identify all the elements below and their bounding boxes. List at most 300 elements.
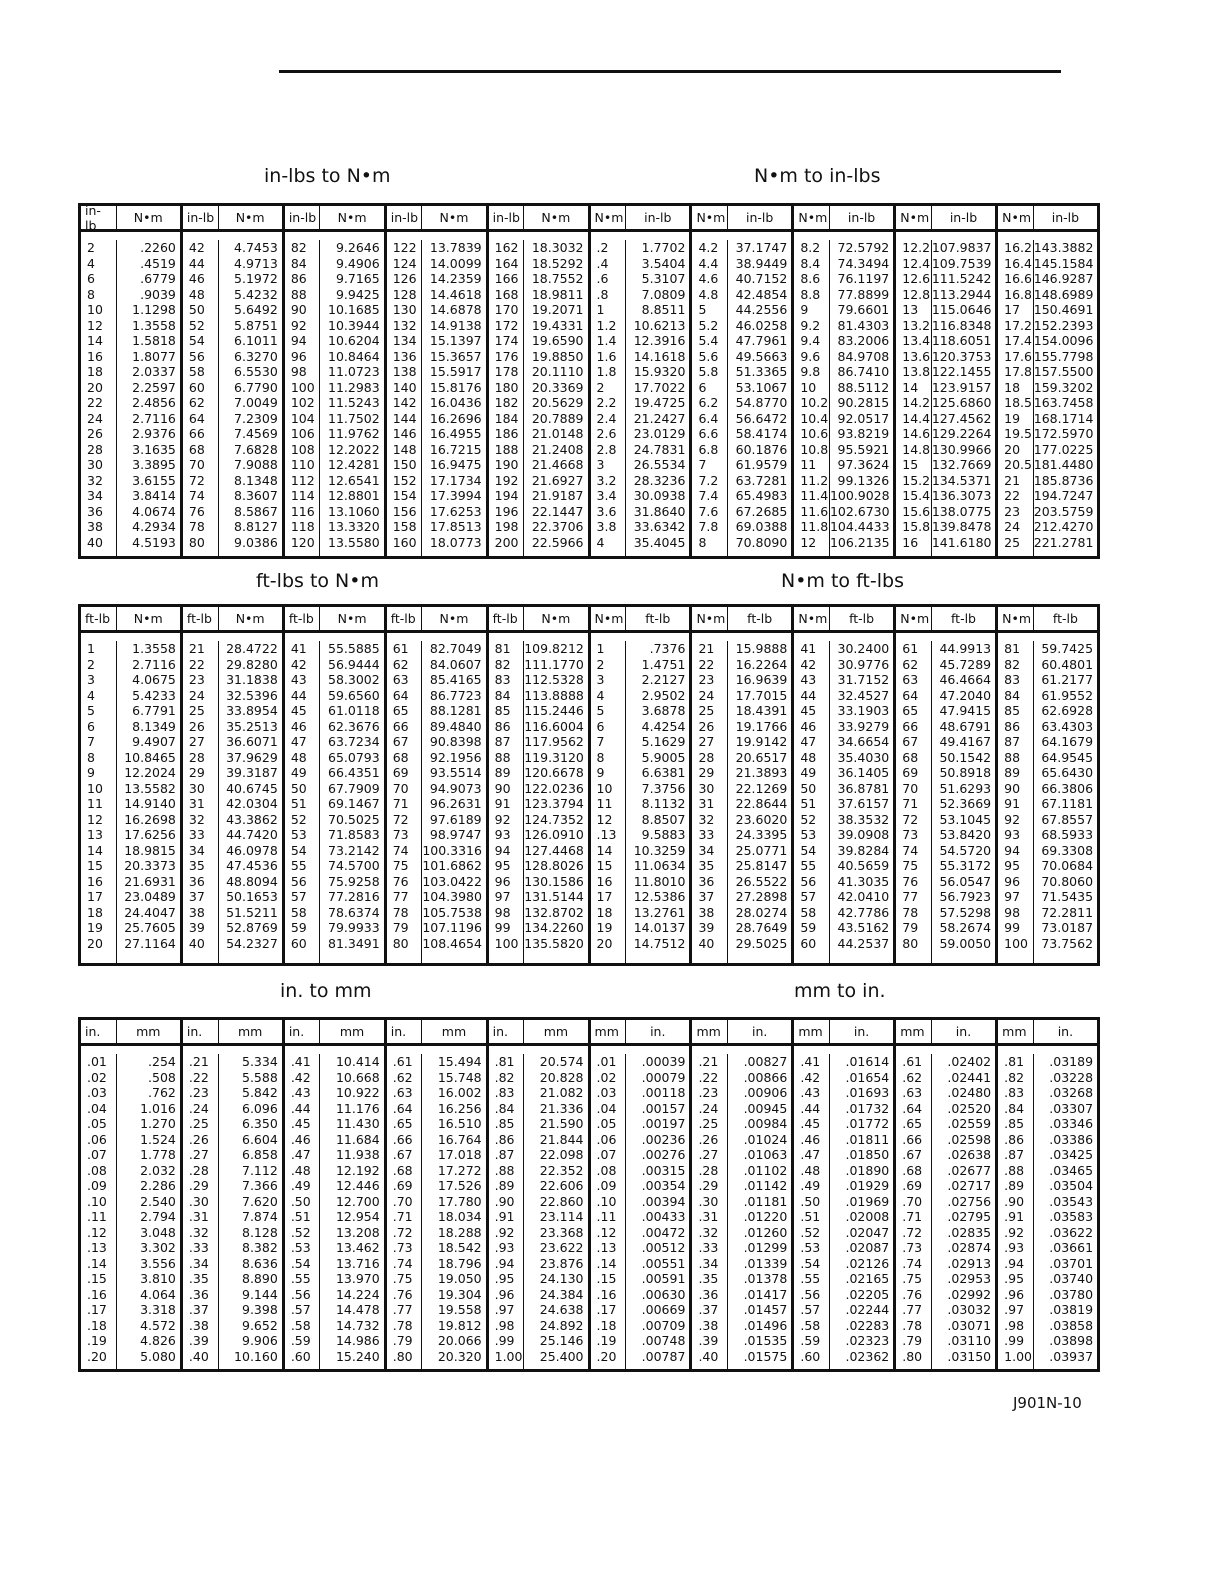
- input-value-cell: 95: [1004, 858, 1021, 873]
- converted-value-cell: 61.9579: [735, 457, 788, 472]
- converted-value-column: [830, 1054, 893, 1369]
- converted-value-cell: .02913: [947, 1255, 992, 1271]
- input-value-cell: 2.6: [596, 426, 617, 441]
- converted-value-cell: 9.144: [242, 1286, 278, 1302]
- converted-value-cell: 54.5720: [939, 842, 992, 858]
- converted-value-cell: 47.2040: [939, 687, 992, 703]
- input-value-cell: 16: [596, 873, 613, 889]
- conversion-section: [78, 980, 1100, 1372]
- converted-value-cell: 12.4281: [328, 457, 380, 472]
- input-value-cell: .19: [596, 1333, 617, 1348]
- input-value-cell: 8: [87, 749, 95, 765]
- converted-value-cell: 9.4906: [335, 255, 380, 271]
- converted-value-cell: .03622: [1049, 1224, 1094, 1240]
- converted-value-cell: 139.8478: [931, 519, 992, 534]
- input-value-cell: 5.2: [698, 317, 719, 333]
- table-header: [998, 206, 1097, 232]
- input-value-cell: 160: [392, 534, 417, 550]
- input-value-cell: .59: [290, 1333, 311, 1348]
- input-value-cell: 5: [87, 703, 95, 718]
- converted-value-cell: 14.7512: [633, 935, 686, 951]
- converted-value-cell: .02835: [947, 1224, 992, 1240]
- converted-value-cell: 2.286: [140, 1178, 176, 1193]
- converted-value-cell: 15.9888: [735, 641, 788, 656]
- converted-value-cell: 90.8398: [429, 734, 482, 749]
- converted-value-cell: .7376: [649, 641, 686, 656]
- converted-value-cell: 22.098: [539, 1147, 584, 1162]
- converted-value-cell: 10.160: [234, 1348, 278, 1364]
- converted-value-cell: 7.366: [242, 1178, 278, 1193]
- input-value-cell: 7.8: [698, 519, 719, 534]
- converted-value-cell: .02874: [947, 1240, 992, 1255]
- input-value-cell: 3: [87, 672, 95, 687]
- table-header: [81, 607, 180, 633]
- input-value-cell: .53: [290, 1240, 311, 1255]
- header-unit-to: in.: [1057, 1024, 1074, 1039]
- converted-value-cell: 3.8414: [132, 488, 176, 503]
- converted-value-cell: .00984: [743, 1116, 788, 1131]
- converted-value-cell: 159.3202: [1033, 379, 1094, 395]
- converted-value-cell: 17.7022: [633, 379, 686, 395]
- input-value-cell: 98: [494, 904, 511, 920]
- input-value-cell: .31: [188, 1209, 209, 1224]
- converted-value-cell: .02677: [947, 1162, 992, 1178]
- converted-value-cell: 92.1956: [429, 749, 482, 765]
- input-value-cell: 17.8: [1004, 364, 1032, 379]
- converted-value-cell: .00236: [641, 1131, 686, 1147]
- converted-value-cell: 60.4801: [1041, 656, 1094, 672]
- input-value-cell: 86: [494, 718, 511, 734]
- converted-value-cell: 44.9913: [939, 641, 992, 656]
- converted-value-cell: 13.1060: [328, 503, 380, 519]
- input-value-cell: .07: [87, 1147, 107, 1162]
- input-value-cell: 52: [290, 811, 307, 827]
- table-body: [896, 633, 995, 963]
- converted-value-cell: 64.9545: [1041, 749, 1094, 765]
- converted-value-cell: 51.6293: [939, 780, 992, 796]
- input-value-cell: .64: [392, 1100, 413, 1116]
- input-value-cell: .11: [87, 1209, 107, 1224]
- input-value-cell: 22: [698, 656, 715, 672]
- input-value-cell: 120: [290, 534, 315, 550]
- converted-value-cell: 3.302: [140, 1240, 176, 1255]
- converted-value-cell: 7.3756: [641, 780, 686, 796]
- input-value-cell: 58: [800, 904, 817, 920]
- input-value-cell: 17: [1004, 302, 1021, 317]
- converted-value-cell: 13.7839: [429, 240, 482, 255]
- converted-value-cell: 46.0258: [735, 317, 788, 333]
- converted-value-cell: 11.5243: [328, 395, 380, 410]
- input-value-cell: .63: [392, 1085, 413, 1100]
- input-value-cell: .52: [800, 1224, 821, 1240]
- converted-value-cell: 28.0274: [735, 904, 788, 920]
- converted-value-cell: 86.7723: [429, 687, 482, 703]
- converted-value-cell: 65.4983: [735, 488, 788, 503]
- converted-value-cell: 72.5792: [837, 240, 890, 255]
- input-value-cell: 110: [290, 457, 315, 472]
- input-value-cell: .68: [392, 1162, 413, 1178]
- header-unit-to: N•m: [235, 210, 265, 225]
- input-value-cell: 88: [1004, 749, 1021, 765]
- header-unit-from: N•m: [998, 607, 1034, 630]
- converted-value-cell: .00669: [641, 1302, 686, 1317]
- input-value-cell: 12.8: [902, 286, 931, 302]
- converted-value-cell: 22.606: [539, 1178, 584, 1193]
- converted-value-cell: 18.288: [437, 1224, 482, 1240]
- converted-value-cell: 3.5404: [641, 255, 686, 271]
- converted-value-cell: 16.002: [437, 1085, 482, 1100]
- converted-value-cell: 42.4854: [735, 286, 788, 302]
- converted-value-cell: .00276: [641, 1147, 686, 1162]
- input-value-cell: 36: [698, 873, 715, 889]
- input-value-cell: 41: [800, 641, 817, 656]
- converted-value-column: [932, 1054, 995, 1369]
- converted-value-cell: 70.5025: [328, 811, 380, 827]
- input-value-cell: .48: [800, 1162, 821, 1178]
- input-value-cell: 29: [698, 765, 715, 780]
- input-value-cell: .29: [698, 1178, 719, 1193]
- input-value-cell: .41: [290, 1054, 311, 1069]
- converted-value-cell: 85.4165: [429, 672, 482, 687]
- converted-value-cell: .01811: [845, 1131, 890, 1147]
- input-value-cell: 162: [494, 240, 519, 255]
- input-value-cell: 10.4: [800, 410, 829, 426]
- table-header: [794, 607, 893, 633]
- input-value-cell: 12.4: [902, 255, 931, 271]
- converted-value-cell: 78.6374: [328, 904, 380, 920]
- converted-value-cell: 36.1405: [837, 765, 890, 780]
- input-value-cell: .09: [596, 1178, 617, 1193]
- converted-value-cell: .01063: [743, 1147, 788, 1162]
- converted-value-cell: 2.2597: [132, 379, 176, 395]
- converted-value-cell: 90.2815: [837, 395, 890, 410]
- input-value-cell: .67: [392, 1147, 413, 1162]
- converted-value-cell: 14.986: [335, 1333, 380, 1348]
- converted-value-cell: .01850: [845, 1147, 890, 1162]
- converted-value-cell: 35.4045: [633, 534, 686, 550]
- input-value-cell: .45: [800, 1116, 821, 1131]
- input-value-cell: 73: [392, 827, 409, 842]
- converted-value-cell: 15.8176: [429, 379, 482, 395]
- table-header: [81, 202, 180, 233]
- input-value-cell: .81: [494, 1054, 515, 1069]
- converted-value-cell: 36.8781: [837, 780, 890, 796]
- converted-value-cell: 22.352: [539, 1162, 584, 1178]
- conversion-subtable: [387, 607, 489, 963]
- input-value-cell: 100: [1004, 935, 1029, 951]
- converted-value-cell: 93.8219: [837, 426, 890, 441]
- input-value-cell: 178: [494, 364, 519, 379]
- converted-value-cell: 2.4856: [132, 395, 176, 410]
- converted-value-column: [626, 240, 689, 556]
- converted-value-cell: .02283: [845, 1317, 890, 1333]
- converted-value-column: [219, 240, 282, 556]
- table-body: [81, 1046, 180, 1369]
- input-value-cell: .17: [596, 1302, 617, 1317]
- converted-value-cell: 14.478: [335, 1302, 380, 1317]
- input-value-cell: 3.4: [596, 488, 617, 503]
- input-value-cell: 15: [902, 457, 919, 472]
- input-value-cell: 8.8: [800, 286, 821, 302]
- input-value-cell: 74: [392, 842, 409, 858]
- input-value-cell: 19: [1004, 410, 1021, 426]
- converted-value-cell: 15.5917: [429, 364, 482, 379]
- input-value-cell: 63: [392, 672, 409, 687]
- input-value-cell: 56: [188, 348, 205, 364]
- input-value-cell: 86: [1004, 718, 1021, 734]
- input-value-cell: .27: [188, 1147, 209, 1162]
- input-value-column: [387, 641, 423, 963]
- input-value-cell: .01: [596, 1054, 617, 1069]
- header-unit-to: in.: [650, 1024, 666, 1039]
- input-value-cell: 12: [800, 534, 817, 550]
- input-value-cell: .42: [800, 1069, 821, 1085]
- input-value-cell: 70: [392, 780, 409, 796]
- converted-value-cell: 5.1972: [234, 271, 278, 286]
- table-header: [183, 206, 282, 232]
- converted-value-cell: 136.3073: [931, 488, 992, 503]
- converted-value-cell: 6.350: [242, 1116, 278, 1131]
- input-value-cell: .37: [698, 1302, 719, 1317]
- converted-value-cell: 77.2816: [328, 889, 380, 904]
- converted-value-cell: 10.922: [335, 1085, 380, 1100]
- input-value-cell: 34: [188, 842, 205, 858]
- converted-value-cell: 88.5112: [837, 379, 890, 395]
- input-value-cell: 43: [800, 672, 817, 687]
- input-value-cell: 17: [596, 889, 613, 904]
- conversion-subtable: [591, 206, 693, 556]
- input-value-cell: .96: [1004, 1286, 1025, 1302]
- table-header: [489, 206, 588, 232]
- input-value-cell: 15.2: [902, 472, 931, 488]
- input-value-cell: .75: [902, 1271, 923, 1286]
- converted-value-cell: 7.2309: [234, 410, 278, 426]
- converted-value-cell: 112.5328: [524, 672, 584, 687]
- converted-value-cell: .9039: [140, 286, 176, 302]
- table-body: [183, 1046, 282, 1369]
- input-value-cell: 198: [494, 519, 519, 534]
- converted-value-cell: 2.7116: [132, 410, 176, 426]
- input-value-cell: .96: [494, 1286, 515, 1302]
- conversion-section: [78, 165, 1100, 559]
- converted-value-cell: 150.4691: [1033, 302, 1094, 317]
- converted-value-cell: 8.5867: [234, 503, 278, 519]
- header-unit-from: in.: [489, 1020, 525, 1043]
- converted-value-column: [117, 240, 180, 556]
- converted-value-cell: .01378: [743, 1271, 788, 1286]
- input-value-cell: 116: [290, 503, 315, 519]
- input-value-cell: .76: [392, 1286, 413, 1302]
- converted-value-cell: .00709: [641, 1317, 686, 1333]
- converted-value-column: [524, 641, 587, 963]
- converted-value-column: [830, 240, 893, 556]
- conversion-subtable: [489, 1020, 591, 1369]
- header-unit-from: in- lb: [81, 206, 117, 229]
- converted-value-cell: 107.9837: [931, 240, 992, 255]
- input-value-cell: 1: [596, 641, 605, 656]
- table-body: [489, 633, 588, 963]
- converted-value-cell: 181.4480: [1033, 457, 1094, 472]
- input-value-cell: 134: [392, 333, 417, 348]
- input-value-cell: 24: [1004, 519, 1021, 534]
- input-value-cell: .61: [902, 1054, 923, 1069]
- converted-value-cell: .00827: [743, 1054, 788, 1069]
- input-value-cell: 17: [87, 889, 103, 904]
- input-value-cell: 37: [698, 889, 715, 904]
- input-value-cell: 44: [800, 687, 817, 703]
- input-value-cell: .87: [494, 1147, 515, 1162]
- input-value-cell: 47: [290, 734, 307, 749]
- input-value-cell: .78: [902, 1317, 923, 1333]
- converted-value-cell: 24.4047: [124, 904, 176, 920]
- converted-value-cell: 5.080: [140, 1348, 176, 1364]
- input-value-cell: .4: [596, 255, 609, 271]
- input-value-cell: .15: [596, 1271, 617, 1286]
- input-value-cell: .8: [596, 286, 609, 302]
- input-value-column: [896, 641, 932, 963]
- converted-value-cell: 21.3893: [735, 765, 788, 780]
- input-value-cell: 28: [188, 749, 205, 765]
- converted-value-cell: 21.6927: [531, 472, 584, 488]
- converted-value-cell: 109.7539: [931, 255, 992, 271]
- header-unit-from: in-lb: [489, 206, 525, 229]
- converted-value-cell: 20.5629: [531, 395, 584, 410]
- table-body: [692, 1046, 791, 1369]
- converted-value-cell: .01496: [743, 1317, 788, 1333]
- converted-value-cell: 138.0775: [931, 503, 992, 519]
- header-unit-from: in.: [285, 1020, 321, 1043]
- input-value-cell: .59: [800, 1333, 821, 1348]
- input-value-cell: .05: [596, 1116, 617, 1131]
- converted-value-cell: .02638: [947, 1147, 992, 1162]
- converted-value-cell: 19.4725: [633, 395, 686, 410]
- input-value-cell: 43: [290, 672, 307, 687]
- input-value-cell: .69: [392, 1178, 413, 1193]
- input-value-cell: 90: [1004, 780, 1021, 796]
- input-value-column: [896, 240, 932, 556]
- input-value-cell: 72: [188, 472, 205, 488]
- input-value-cell: 54: [188, 333, 205, 348]
- converted-value-cell: 13.208: [335, 1224, 380, 1240]
- converted-value-cell: 17.272: [437, 1162, 482, 1178]
- converted-value-cell: 5.3107: [641, 271, 686, 286]
- input-value-cell: .79: [392, 1333, 413, 1348]
- converted-value-cell: 13.462: [335, 1240, 380, 1255]
- converted-value-cell: 89.4840: [429, 718, 482, 734]
- converted-value-cell: 18.034: [437, 1209, 482, 1224]
- converted-value-cell: .03858: [1049, 1317, 1094, 1333]
- input-value-cell: .99: [1004, 1333, 1025, 1348]
- converted-value-cell: 37.1747: [735, 240, 788, 255]
- input-value-cell: 26: [87, 426, 103, 441]
- converted-value-cell: 24.638: [539, 1302, 584, 1317]
- input-value-cell: 8: [698, 534, 707, 550]
- input-value-cell: .85: [1004, 1116, 1025, 1131]
- input-value-cell: 44: [290, 687, 307, 703]
- converted-value-cell: 11.7502: [328, 410, 380, 426]
- input-value-cell: 190: [494, 457, 519, 472]
- input-value-cell: .33: [698, 1240, 719, 1255]
- left-table-title: in. to mm: [280, 980, 372, 1002]
- converted-value-cell: 71.8583: [328, 827, 380, 842]
- input-value-cell: 192: [494, 472, 519, 488]
- input-value-cell: .16: [87, 1286, 107, 1302]
- input-value-cell: 100: [290, 379, 315, 395]
- converted-value-cell: .00866: [743, 1069, 788, 1085]
- input-value-cell: 8.2: [800, 240, 821, 255]
- input-value-cell: 1.2: [596, 317, 617, 333]
- input-value-cell: 10: [87, 302, 103, 317]
- converted-value-cell: 16.764: [437, 1131, 482, 1147]
- input-value-cell: .44: [290, 1100, 311, 1116]
- input-value-cell: 13.8: [902, 364, 931, 379]
- converted-value-cell: 22.1447: [531, 503, 584, 519]
- input-value-cell: .55: [800, 1271, 821, 1286]
- converted-value-cell: 1.3558: [132, 641, 176, 656]
- converted-value-cell: 22.8644: [735, 796, 788, 811]
- input-value-cell: 71: [392, 796, 409, 811]
- converted-value-cell: .00906: [743, 1085, 788, 1100]
- converted-value-cell: .03268: [1049, 1085, 1094, 1100]
- input-value-cell: 108: [290, 441, 315, 457]
- input-value-cell: .46: [290, 1131, 311, 1147]
- converted-value-cell: .02205: [845, 1286, 890, 1302]
- input-value-cell: .84: [1004, 1100, 1025, 1116]
- converted-value-cell: .02087: [845, 1240, 890, 1255]
- input-value-cell: .32: [188, 1224, 209, 1240]
- converted-value-cell: 48.8094: [226, 873, 278, 889]
- input-value-cell: 96: [1004, 873, 1021, 889]
- input-value-cell: 53: [290, 827, 307, 842]
- converted-value-cell: 55.3172: [939, 858, 992, 873]
- converted-value-column: [1034, 1054, 1097, 1369]
- converted-value-cell: 3.6155: [132, 472, 176, 488]
- converted-value-cell: 25.400: [539, 1348, 584, 1364]
- input-value-cell: .10: [596, 1193, 617, 1209]
- converted-value-cell: 7.620: [242, 1193, 278, 1209]
- converted-value-cell: 20.1110: [531, 364, 584, 379]
- converted-value-cell: 22.860: [539, 1193, 584, 1209]
- converted-value-cell: 15.494: [437, 1054, 482, 1069]
- header-unit-from: ft-lb: [183, 607, 219, 630]
- input-value-cell: 15: [87, 858, 103, 873]
- converted-value-cell: 221.2781: [1033, 534, 1094, 550]
- input-value-cell: .77: [902, 1302, 923, 1317]
- input-value-cell: 91: [494, 796, 511, 811]
- input-value-cell: 102: [290, 395, 315, 410]
- converted-value-cell: 48.6791: [939, 718, 992, 734]
- converted-value-cell: 4.9713: [234, 255, 278, 271]
- converted-value-cell: 17.8513: [429, 519, 482, 534]
- input-value-cell: 12: [87, 811, 103, 827]
- converted-value-cell: 17.018: [437, 1147, 482, 1162]
- converted-value-cell: 51.5211: [226, 904, 278, 920]
- converted-value-cell: 81.4303: [837, 317, 890, 333]
- table-body: [387, 232, 486, 556]
- converted-value-cell: 82.7049: [429, 641, 482, 656]
- converted-value-cell: 118.6051: [931, 333, 992, 348]
- conversion-subtable: [794, 607, 896, 963]
- converted-value-cell: 29.8280: [226, 656, 278, 672]
- input-value-cell: .91: [1004, 1209, 1025, 1224]
- input-value-cell: .47: [800, 1147, 821, 1162]
- input-value-cell: .68: [902, 1162, 923, 1178]
- input-value-cell: 97: [494, 889, 511, 904]
- converted-value-cell: 106.2135: [829, 534, 890, 550]
- input-value-cell: 68: [188, 441, 205, 457]
- input-value-cell: 3.6: [596, 503, 617, 519]
- input-value-cell: 74: [902, 842, 919, 858]
